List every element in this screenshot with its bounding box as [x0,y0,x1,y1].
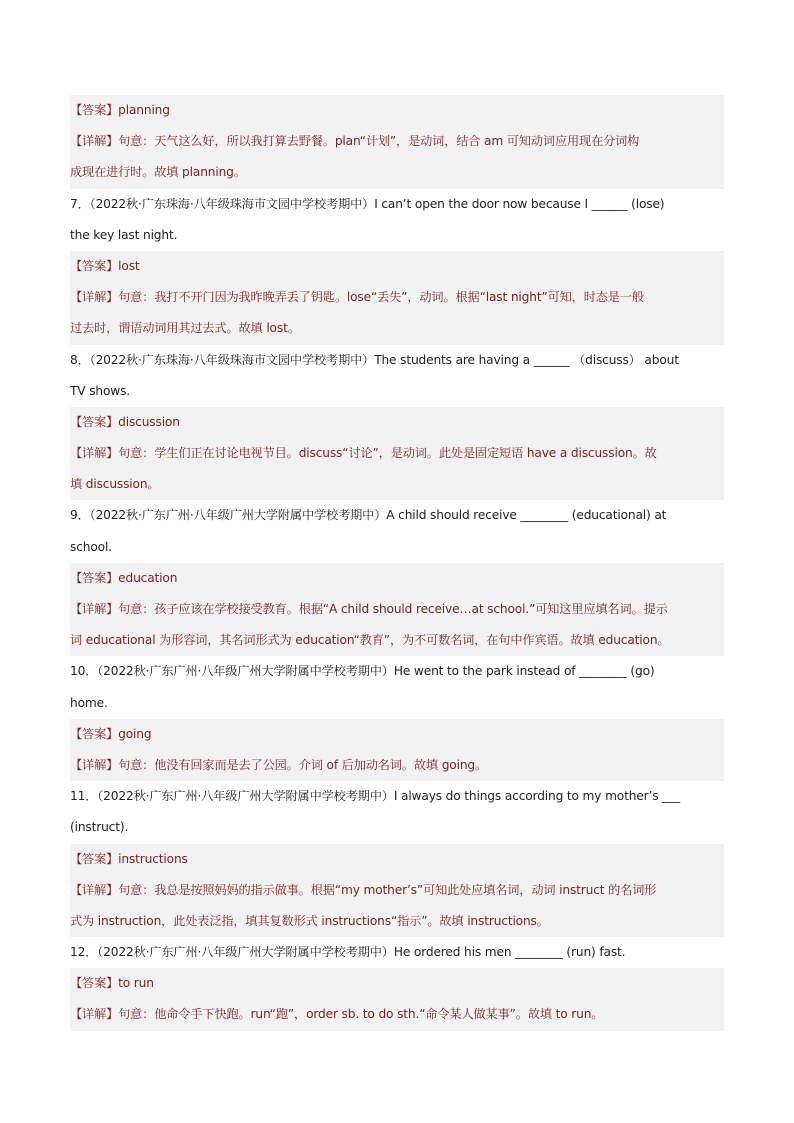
explanation-line: 式为 instruction，此处表泛指，填其复数形式 instructions“指示”。故填 instructions。 [70,906,724,937]
answer-line: 【答案】going [70,719,724,750]
question-line: 9．（2022秋·广东广州·八年级广州大学附属中学校考期中）A child should receive ________ (educational) at [70,508,667,523]
document-page [70,95,724,1031]
explanation-line: 填 discussion。 [70,469,724,500]
explanation-line: 【详解】句意：他没有回家而是去了公园。介词 of 后加动名词。故填 going。 [70,750,724,781]
question-line: 12．（2022秋·广东广州·八年级广州大学附属中学校考期中）He ordered his men ________ (run) fast. [70,945,626,960]
answer-line: 【答案】instructions [70,844,724,875]
question-line: 10．（2022秋·广东广州·八年级广州大学附属中学校考期中）He went to the park instead of ________ (go) [70,664,655,679]
explanation-line: 过去时，谓语动词用其过去式。故填 lost。 [70,313,724,344]
question-line: home. [70,695,108,710]
explanation-line: 成现在进行时。故填 planning。 [70,157,724,188]
question-line: TV shows. [70,383,131,398]
answer-line: 【答案】lost [70,251,724,282]
answer-line: 【答案】planning [70,95,724,126]
question-line: school. [70,539,112,554]
question-line: the key last night. [70,227,178,242]
explanation-line: 词 educational 为形容词，其名词形式为 education“教育”，为不可数名词，在句中作宾语。故填 education。 [70,625,724,656]
answer-line: 【答案】discussion [70,407,724,438]
explanation-line: 【详解】句意：他命令手下快跑。run“跑”，order sb. to do sth.“命令某人做某事”。故填 to run。 [70,999,724,1030]
answer-line: 【答案】education [70,563,724,594]
explanation-line: 【详解】句意：我打不开门因为我昨晚弄丢了钥匙。lose“丢失”，动词。根据“last night”可知，时态是一般 [70,282,724,313]
question-line: 8．（2022秋·广东珠海·八年级珠海市文园中学校考期中）The students are having a ______ （discuss） about [70,352,679,367]
question-line: 11．（2022秋·广东广州·八年级广州大学附属中学校考期中）I always do things according to my mother’s ___ [70,789,680,804]
question-line: (instruct). [70,820,129,835]
explanation-line: 【详解】句意：天气这么好，所以我打算去野餐。plan“计划”，是动词，结合 am 可知动词应用现在分词构 [70,126,724,157]
question-line: 7．（2022秋·广东珠海·八年级珠海市文园中学校考期中）I can’t open the door now because I ______ (lose) [70,196,665,211]
explanation-line: 【详解】句意：孩子应该在学校接受教育。根据“A child should receive…at school.”可知这里应填名词。提示 [70,594,724,625]
answer-line: 【答案】to run [70,968,724,999]
explanation-line: 【详解】句意：我总是按照妈妈的指示做事。根据“my mother’s”可知此处应填名词，动词 instruct 的名词形 [70,875,724,906]
explanation-line: 【详解】句意：学生们正在讨论电视节目。discuss“讨论”，是动词。此处是固定短语 have a discussion。故 [70,438,724,469]
